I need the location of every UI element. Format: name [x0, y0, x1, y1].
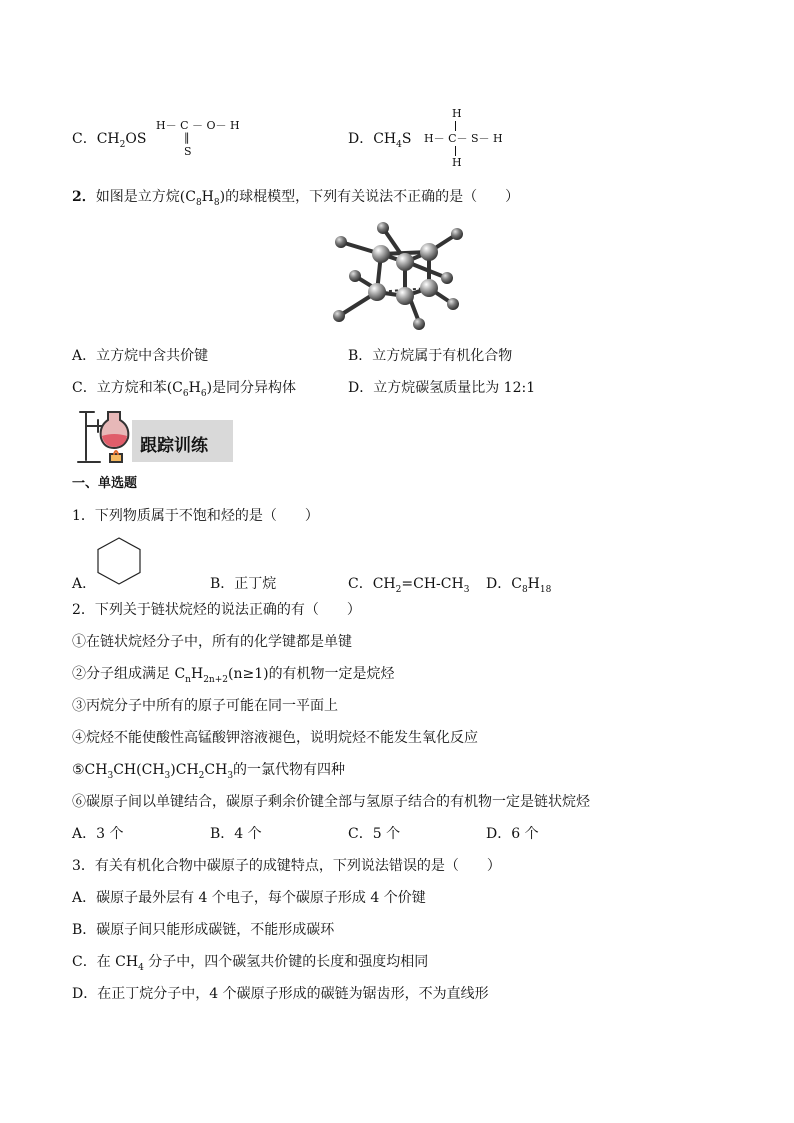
q2-option-d: D．立方烷碳氢质量比为 12:1 — [348, 380, 536, 396]
p2-stem: 2．下列关于链状烷烃的说法正确的有（ ） — [72, 602, 361, 618]
lab-flask-icon — [74, 406, 132, 466]
p2-statement-4: ④烷烃不能使酸性高锰酸钾溶液褪色，说明烷烃不能发生氧化反应 — [72, 730, 478, 746]
p2-statement-1: ①在链状烷烃分子中，所有的化学键都是单键 — [72, 634, 352, 650]
section-heading: 一、单选题 — [72, 476, 138, 491]
p1-option-c: C．$CH_2=CH-CH_3$ — [348, 576, 470, 595]
p2-statement-6: ⑥碳原子间以单键结合，碳原子剩余价键全部与氢原子结合的有机物一定是链状烷烃 — [72, 794, 590, 810]
cyclohexane-hexagon — [94, 536, 144, 586]
p3-option-c: C．在 $CH_4$ 分子中，四个碳氢共价键的长度和强度均相同 — [72, 954, 429, 973]
q2-option-c: C．立方烷和苯$(C_6H_6)$是同分异构体 — [72, 380, 297, 399]
structural-formula-ch2os: H－ C － O－ H ‖ S — [156, 119, 240, 158]
p3-option-d: D．在正丁烷分子中，4 个碳原子形成的碳链为锯齿形，不为直线形 — [72, 986, 489, 1002]
banner-title: 跟踪训练 — [140, 436, 208, 456]
p2-option-b: B．4 个 — [210, 826, 262, 842]
option-d-prev: D．$CH_4S$ — [348, 131, 412, 150]
p1-option-d: D．$C_8H_{18}$ — [486, 576, 552, 595]
question-2-stem: 2．如图是立方烷$(C_8H_8)$的球棍模型，下列有关说法不正确的是（ ） — [72, 189, 520, 208]
p1-option-b: B．正丁烷 — [210, 576, 277, 592]
p2-option-a: A．3 个 — [72, 826, 124, 842]
p2-option-d: D．6 个 — [486, 826, 539, 842]
structural-formula-ch4s: H H－ C－ S－ H H — [424, 107, 503, 169]
p2-option-c: C．5 个 — [348, 826, 401, 842]
q2-option-a: A．立方烷中含共价键 — [72, 348, 209, 364]
q2-option-b: B．立方烷属于有机化合物 — [348, 348, 513, 364]
cubane-ball-stick-model — [325, 218, 470, 336]
p2-statement-5: $⑤CH_3CH(CH_3)CH_2CH_3$的一氯代物有四种 — [72, 762, 346, 781]
p2-statement-2: ②分子组成满足 $C_nH_{2n+2}(n\ge 1)$的有机物一定是烷烃 — [72, 666, 395, 685]
section-banner — [132, 420, 233, 462]
p1-stem: 1．下列物质属于不饱和烃的是（ ） — [72, 508, 319, 524]
p1-option-a: A． — [72, 576, 97, 592]
option-c-prev: C．$CH_2OS$ — [72, 131, 147, 150]
p2-statement-3: ③丙烷分子中所有的原子可能在同一平面上 — [72, 698, 338, 714]
p3-option-b: B．碳原子间只能形成碳链，不能形成碳环 — [72, 922, 335, 938]
p3-option-a: A．碳原子最外层有 4 个电子，每个碳原子形成 4 个价键 — [72, 890, 426, 906]
p3-stem: 3．有关有机化合物中碳原子的成键特点，下列说法错误的是（ ） — [72, 858, 501, 874]
